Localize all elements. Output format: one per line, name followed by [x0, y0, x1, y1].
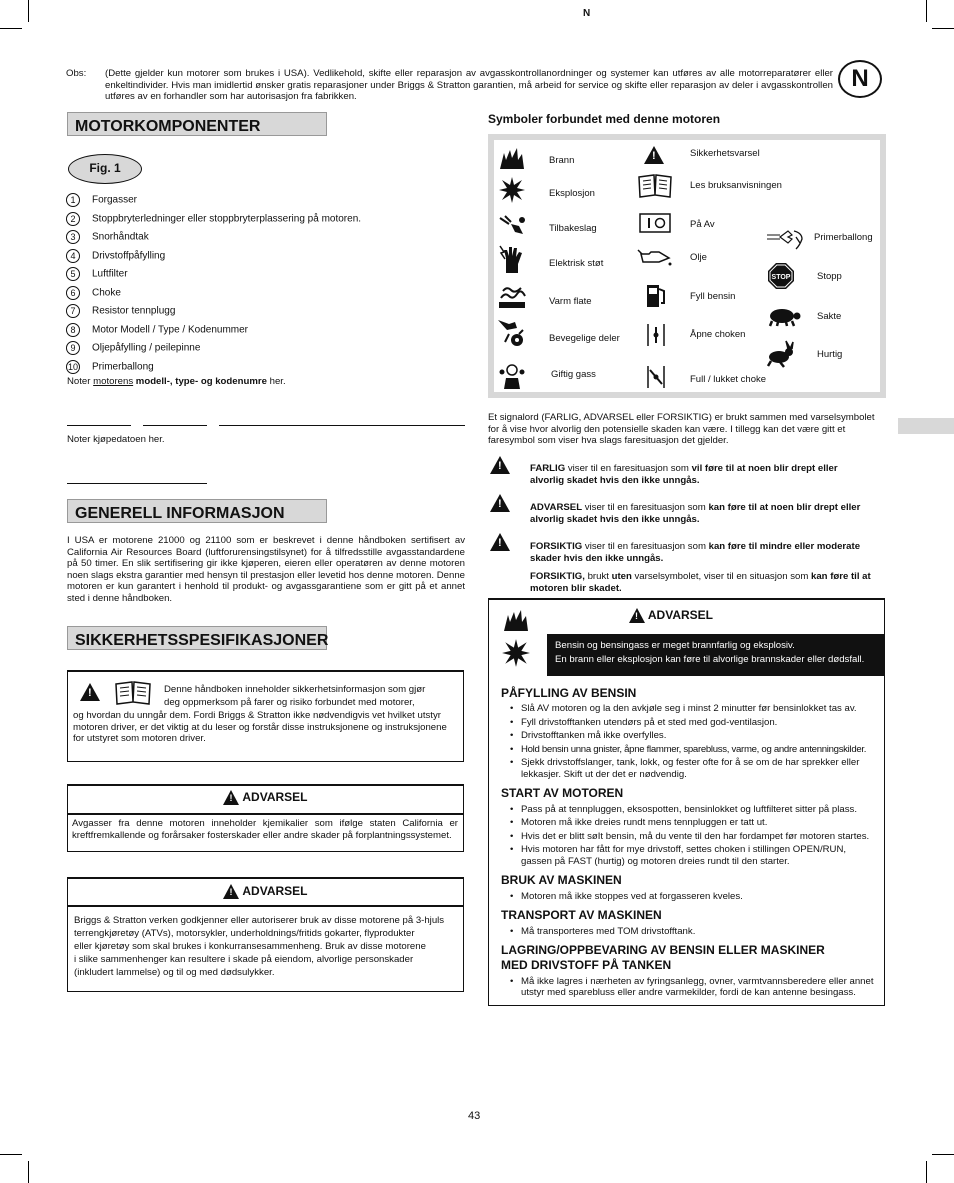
list-item: • Slå AV motoren og la den avkjøle seg i minst 2 minutter før bensinlokket tas av.: [521, 703, 879, 715]
caution-no-symbol-definition: FORSIKTIG, brukt uten varselsymbolet, viser til en situasjon som kan føre til at motoren blir skadet.: [530, 571, 871, 594]
caution-definition: FORSIKTIG viser til en faresituasjon som kan føre til mindre eller moderate skader hvis den ikke unngås.: [530, 541, 861, 564]
moving-parts-icon: [497, 318, 527, 346]
component-item: 5 Luftfilter: [66, 267, 128, 281]
component-item: 1 Forgasser: [66, 193, 137, 207]
fuel-pump-label: Fyll bensin: [690, 291, 736, 302]
manual-label: Les bruksanvisningen: [690, 180, 782, 191]
safety-alert-icon: [629, 608, 645, 623]
list-item: • Må transporteres med TOM drivstofftank.: [521, 926, 879, 938]
storage-heading-line2: MED DRIVSTOFF PÅ TANKEN: [501, 958, 672, 973]
fuel-warning-title: ADVARSEL: [647, 608, 714, 622]
model-note: Noter motorens modell-, type- og kodenumre her.: [67, 376, 286, 387]
crop-mark: [932, 1154, 954, 1155]
symbols-title: Symboler forbundet med denne motoren: [488, 112, 721, 126]
warning-text: Briggs & Stratton verken godkjenner eller autoriserer bruk av disse motorene på 3-hjuls terrengkjøretøy (ATVs), motorsykler, underholdnings/fritids gokarter, flyprodukter eller kjøretøy som skal brukes i konkurransesammenheng. Bruk av disse motorene i slike sammenhenger kan resultere i skade på eiendom, alvorlige personskader (inkludert lammelse) og til og med dødsulykker.: [74, 915, 445, 978]
rabbit-label: Hurtig: [817, 349, 843, 360]
language-badge: N: [838, 60, 882, 98]
kickback-label: Tilbakeslag: [549, 223, 597, 234]
turtle-icon: [766, 302, 802, 330]
warning-title: ADVARSEL: [242, 790, 308, 804]
hot-surface-label: Varm flate: [549, 296, 592, 307]
primer-bulb-icon: [766, 225, 806, 253]
fire-icon: [497, 143, 527, 171]
warning-definition: ADVARSEL viser til en faresituasjon som kan føre til at noen blir drept eller alvorlig skadet hvis den ikke unngås.: [530, 502, 861, 525]
caution-icon: [490, 533, 510, 551]
explosion-icon: [501, 638, 531, 672]
crop-mark: [28, 0, 29, 22]
general-info-text: I USA er motorene 21000 og 21100 som er beskrevet i denne håndboken sertifisert av California Air Resources Board (luftforurensingstilsynet) for å tilfredsstille avgasstandardene på 50 timer. En slik sertifisering gir ikke kjøperen, eieren eller operatøren av denne motoren noen slags ekstra garantier med hensyn til prestasjon eller levetid hos denne motoren. Denne motoren er kun garantert i henhold til produkt- og avgassgarantiene som er gitt på et annet sted i denne håndboken.: [67, 535, 465, 604]
component-item: 3 Snorhåndtak: [66, 230, 149, 244]
start-list: [501, 804, 879, 868]
crop-mark: [926, 1161, 927, 1183]
warning-box-california: [67, 784, 464, 852]
model-field-line: [67, 425, 131, 426]
general-info-heading: GENERELL INFORMASJON: [67, 499, 327, 523]
fuel-pump-icon: [641, 281, 671, 309]
crop-mark: [926, 0, 927, 22]
list-item: • Må ikke lagres i nærheten av fyringsanlegg, ovner, varmtvannsberedere eller annet utstyr med sparebluss eller andre varmekilder, fordi de kan antenne besingass.: [521, 976, 879, 999]
fuel-warning-box: [488, 598, 885, 1006]
component-item: 10 Primerballong: [67, 361, 154, 373]
warning-icon: [490, 494, 510, 512]
operation-heading: BRUK AV MASKINEN: [501, 873, 622, 888]
code-field-line: [219, 425, 465, 426]
warning-divider: [68, 813, 463, 815]
signal-intro: Et signalord (FARLIG, ADVARSEL eller FORSIKTIG) er brukt sammen med varselsymbolet for å vise hvor alvorlig den potensielle skaden kan være. I tillegg kan det være gitt et faresymbol som viser hva slags faresituasjon det gjelder.: [488, 412, 875, 446]
fuel-warning-dark-panel: [547, 634, 884, 676]
obs-text: (Dette gjelder kun motorer som brukes i USA). Vedlikehold, skifte eller reparasjon av avgasskontrollanordninger og systemer kan utføres av alle motorreparatører eller enkeltindivider. Hvis man imidlertid ønsker gratis reparasjoner under Briggs & Stratton garantien, må arbeid for service og skifte eller reparasjon av deler i avgasskontrollen utføres av en forhandler som har autorisasjon fra fabrikken.: [105, 68, 833, 102]
list-item: • Pass på at tennpluggen, eksospotten, bensinlokket og luftfilteret sitter på plass.: [521, 804, 879, 816]
stop-sign-text: STOP: [771, 274, 791, 281]
motor-components-heading: MOTORKOMPONENTER: [67, 112, 327, 136]
safety-heading: SIKKERHETSSPESIFIKASJONER: [67, 626, 327, 650]
choke-open-icon: [641, 321, 671, 349]
choke-open-label: Åpne choken: [690, 329, 746, 340]
danger-definition: FARLIG viser til en faresituasjon som vil føre til at noen blir drept eller alvorlig skadet hvis den ikke unngås.: [530, 463, 838, 486]
toxic-gas-label: Giftig gass: [551, 369, 596, 380]
component-item: 8 Motor Modell / Type / Kodenummer: [66, 323, 248, 337]
warning-title-row: [68, 884, 463, 899]
component-item: 6 Choke: [66, 286, 121, 300]
transport-list: [501, 926, 879, 938]
storage-heading: LAGRING/OPPBEVARING AV BENSIN ELLER MASKINER: [501, 943, 825, 958]
toxic-gas-icon: [497, 362, 527, 390]
warning-title-row: [68, 790, 463, 805]
primer-bulb-label: Primerballong: [814, 232, 873, 243]
danger-icon: [490, 456, 510, 474]
manual-icon: [114, 680, 152, 710]
purchase-date-line: [67, 483, 207, 484]
language-code: N: [583, 8, 591, 19]
list-item: • Hvis motoren har fått for mye drivstoff, settes choken i stillingen OPEN/RUN, gassen på FAST (hurtig) og motoren dreies rundt til den starter.: [521, 844, 879, 867]
electric-shock-label: Elektrisk støt: [549, 258, 604, 269]
safety-intro-line2: deg oppmerksom på farer og risiko forbundet med motorer,: [164, 697, 415, 708]
stop-icon: [766, 262, 796, 290]
component-item: 2 Stoppbryterledninger eller stoppbryterplassering på motoren.: [66, 212, 361, 226]
fuel-warning-title-row: [549, 608, 884, 623]
explosion-label: Eksplosjon: [549, 188, 595, 199]
choke-full-icon: [641, 363, 671, 391]
type-field-line: [143, 425, 207, 426]
turtle-label: Sakte: [817, 311, 842, 322]
storage-list: [501, 976, 879, 999]
fire-icon: [501, 606, 531, 636]
purchase-note: Noter kjøpedatoen her.: [67, 434, 165, 445]
on-off-label: På Av: [690, 219, 715, 230]
side-tab: [898, 418, 954, 434]
fuel-warning-line2: En brann eller eksplosjon kan føre til alvorlige brannskader eller dødsfall.: [555, 653, 865, 665]
safety-alert-icon: [639, 141, 669, 169]
list-item: • Motoren må ikke stoppes ved at forgasseren kveles.: [521, 891, 879, 903]
fuel-warning-line1: Bensin og bensingass er meget brannfarlig og eksplosiv.: [555, 640, 795, 651]
manual-icon: [637, 172, 673, 200]
oil-icon: [637, 243, 673, 271]
safety-alert-icon: [223, 790, 239, 805]
figure-badge: Fig. 1: [68, 154, 142, 184]
crop-mark: [932, 28, 954, 29]
warning-divider: [68, 905, 463, 907]
safety-intro-box: [67, 670, 464, 762]
transport-heading: TRANSPORT AV MASKINEN: [501, 908, 662, 923]
kickback-icon: [497, 211, 527, 239]
list-item: • Motoren må ikke dreies rundt mens tennpluggen er tatt ut.: [521, 817, 879, 829]
stop-label: Stopp: [817, 271, 842, 282]
page-number: 43: [468, 1110, 481, 1122]
start-heading: START AV MOTOREN: [501, 786, 624, 801]
component-item: 7 Resistor tennplugg: [66, 304, 175, 318]
refuel-heading: PÅFYLLING AV BENSIN: [501, 686, 637, 700]
fire-label: Brann: [549, 155, 575, 166]
on-off-icon: [639, 209, 671, 237]
list-item: • Fyll drivstofftanken utendørs på et sted med god-ventilasjon.: [521, 717, 879, 729]
safety-alert-icon: [80, 683, 100, 701]
list-item: • Sjekk drivstoffslanger, tank, lokk, og fester ofte for å se om de har sprekker eller lekkasjer. Skift ut der det er nødvendig.: [521, 757, 879, 780]
choke-full-label: Full / lukket choke: [690, 374, 767, 385]
component-item: 4 Drivstoffpåfylling: [66, 249, 165, 263]
crop-mark: [0, 28, 22, 29]
list-item: • Hold bensin unna gnister, åpne flammer, sparebluss, varme, og andre antenningskilder.: [521, 744, 879, 756]
rabbit-icon: [766, 340, 796, 368]
list-item: • Hvis det er blitt søIt bensin, må du vente til den har fordampet før motoren startes.: [521, 831, 879, 843]
crop-mark: [28, 1161, 29, 1183]
obs-label: Obs:: [66, 68, 87, 79]
hot-surface-icon: [497, 283, 527, 311]
warning-box-vehicles: [67, 877, 464, 992]
operation-list: [501, 891, 879, 903]
safety-alert-icon: [223, 884, 239, 899]
refuel-list: [501, 703, 879, 780]
fuel-warning-content: [501, 680, 879, 1001]
safety-intro-line3: og hvordan du unngår dem. Fordi Briggs & Stratton ikke nødvendigvis vet hvilket utstyr motoren driver, er det viktig at du leser og forstår disse instruksjonene og instruksjonene for utstyret som motoren driver.: [73, 710, 447, 744]
oil-label: Olje: [690, 252, 707, 263]
component-item: 9 Oljepåfylling / peilepinne: [66, 341, 200, 355]
moving-parts-label: Bevegelige deler: [549, 333, 620, 344]
safety-intro-line1: Denne håndboken inneholder sikkerhetsinformasjon som gjør: [164, 684, 426, 695]
electric-shock-icon: [497, 245, 527, 273]
safety-alert-label: Sikkerhetsvarsel: [690, 148, 760, 159]
list-item: • Drivstofftanken må ikke overfylles.: [521, 730, 879, 742]
explosion-icon: [497, 176, 527, 204]
warning-title: ADVARSEL: [242, 884, 308, 898]
warning-text: Avgasser fra denne motoren inneholder kjemikalier som ifølge staten California er kreftfremkallende og forårsaker fosterskader eller andre skader på forplantningssystemet.: [72, 818, 458, 841]
crop-mark: [0, 1154, 22, 1155]
